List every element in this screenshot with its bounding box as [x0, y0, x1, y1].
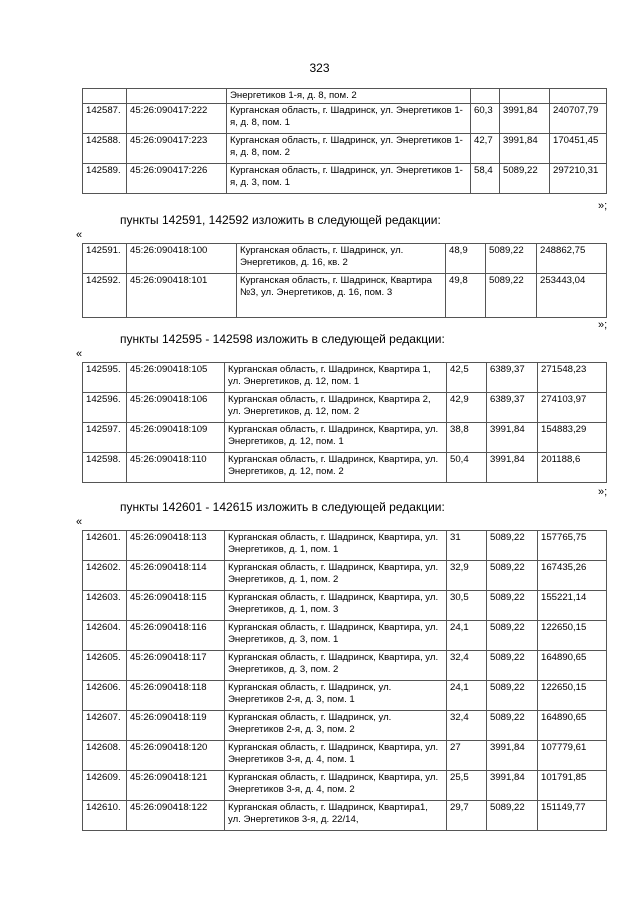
cell-area: [471, 89, 500, 104]
table-row: [83, 681, 607, 711]
table-row: [83, 531, 607, 561]
cell-number: 142609.: [83, 771, 127, 801]
cell-cadastral: 45:26:090418:117: [127, 651, 225, 681]
cell-area: 31: [447, 531, 487, 561]
cell-value: 271548,23: [538, 363, 607, 393]
cell-number: 142597.: [83, 423, 127, 453]
cell-value: 164890,65: [538, 711, 607, 741]
table-row: [83, 164, 607, 194]
cell-area: 32,9: [447, 561, 487, 591]
opening-quote: «: [76, 229, 83, 241]
cell-area: 27: [447, 741, 487, 771]
cell-area: 50,4: [447, 453, 487, 483]
cell-cadastral: [127, 89, 227, 104]
cell-price: 5089,22: [487, 681, 538, 711]
cell-address: Курганская область, г. Шадринск, ул. Энергетиков 2-я, д. 3, пом. 1: [225, 681, 447, 711]
cell-area: 32,4: [447, 651, 487, 681]
cell-address: Энергетиков 1-я, д. 8, пом. 2: [227, 89, 471, 104]
cell-address: Курганская область, г. Шадринск, Квартира 2, ул. Энергетиков, д. 12, пом. 2: [225, 393, 447, 423]
cell-number: 142587.: [83, 104, 127, 134]
section-heading: пункты 142601 - 142615 изложить в следующей редакции:: [120, 500, 445, 514]
cell-price: 5089,22: [486, 244, 537, 274]
section-heading: пункты 142595 - 142598 изложить в следующей редакции:: [120, 332, 445, 346]
cell-price: 6389,37: [487, 393, 538, 423]
cell-address: Курганская область, г. Шадринск, Квартира 1, ул. Энергетиков, д. 12, пом. 1: [225, 363, 447, 393]
cell-area: 49,8: [446, 274, 486, 318]
cell-price: 3991,84: [487, 453, 538, 483]
cell-cadastral: 45:26:090418:116: [127, 621, 225, 651]
closing-quote: »;: [598, 319, 608, 331]
cell-area: 24,1: [447, 621, 487, 651]
cell-address: Курганская область, г. Шадринск, Квартира, ул. Энергетиков, д. 1, пом. 2: [225, 561, 447, 591]
cell-price: 5089,22: [487, 801, 538, 831]
cell-address: Курганская область, г. Шадринск, Квартира, ул. Энергетиков, д. 12, пом. 1: [225, 423, 447, 453]
cell-price: 5089,22: [500, 164, 550, 194]
cell-number: 142604.: [83, 621, 127, 651]
cell-cadastral: 45:26:090418:109: [127, 423, 225, 453]
cell-value: 240707,79: [550, 104, 607, 134]
registry-table: [82, 243, 607, 318]
cell-address: Курганская область, г. Шадринск, ул. Энергетиков 1-я, д. 8, пом. 2: [227, 134, 471, 164]
cell-address: Курганская область, г. Шадринск, Квартира, ул. Энергетиков, д. 12, пом. 2: [225, 453, 447, 483]
cell-number: 142606.: [83, 681, 127, 711]
cell-cadastral: 45:26:090418:120: [127, 741, 225, 771]
cell-number: [83, 89, 127, 104]
cell-address: Курганская область, г. Шадринск, ул. Энергетиков, д. 16, кв. 2: [237, 244, 446, 274]
cell-price: 3991,84: [487, 771, 538, 801]
cell-number: 142607.: [83, 711, 127, 741]
cell-price: 5089,22: [487, 591, 538, 621]
table-row: [83, 104, 607, 134]
registry-table-continuation: [82, 88, 607, 194]
cell-cadastral: 45:26:090417:223: [127, 134, 227, 164]
cell-address: Курганская область, г. Шадринск, ул. Энергетиков 1-я, д. 8, пом. 1: [227, 104, 471, 134]
cell-address: Курганская область, г. Шадринск, Квартира, ул. Энергетиков, д. 3, пом. 2: [225, 651, 447, 681]
cell-value: 101791,85: [538, 771, 607, 801]
cell-value: 107779,61: [538, 741, 607, 771]
table-row: [83, 771, 607, 801]
cell-cadastral: 45:26:090418:101: [127, 274, 237, 318]
cell-address: Курганская область, г. Шадринск, ул. Энергетиков 1-я, д. 3, пом. 1: [227, 164, 471, 194]
cell-cadastral: 45:26:090418:105: [127, 363, 225, 393]
cell-number: 142592.: [83, 274, 127, 318]
cell-value: 151149,77: [538, 801, 607, 831]
cell-price: 6389,37: [487, 363, 538, 393]
cell-cadastral: 45:26:090418:115: [127, 591, 225, 621]
cell-value: 154883,29: [538, 423, 607, 453]
cell-address: Курганская область, г. Шадринск, Квартира, ул. Энергетиков 3-я, д. 4, пом. 1: [225, 741, 447, 771]
cell-value: 155221,14: [538, 591, 607, 621]
cell-area: 25,5: [447, 771, 487, 801]
cell-number: 142595.: [83, 363, 127, 393]
cell-address: Курганская область, г. Шадринск, Квартира1, ул. Энергетиков 3-я, д. 22/14,: [225, 801, 447, 831]
cell-cadastral: 45:26:090418:110: [127, 453, 225, 483]
cell-value: 248862,75: [537, 244, 607, 274]
cell-value: [550, 89, 607, 104]
table-row: [83, 134, 607, 164]
cell-area: 48,9: [446, 244, 486, 274]
table-row: [83, 393, 607, 423]
cell-price: 5089,22: [487, 531, 538, 561]
cell-address: Курганская область, г. Шадринск, Квартира №3, ул. Энергетиков, д. 16, пом. 3: [237, 274, 446, 318]
cell-number: 142588.: [83, 134, 127, 164]
cell-address: Курганская область, г. Шадринск, Квартира, ул. Энергетиков 3-я, д. 4, пом. 2: [225, 771, 447, 801]
table-row: [83, 711, 607, 741]
cell-cadastral: 45:26:090418:118: [127, 681, 225, 711]
registry-table: [82, 530, 607, 831]
opening-quote: «: [76, 348, 83, 360]
cell-number: 142602.: [83, 561, 127, 591]
cell-cadastral: 45:26:090418:121: [127, 771, 225, 801]
table-row: [83, 274, 607, 318]
cell-number: 142610.: [83, 801, 127, 831]
cell-area: 42,9: [447, 393, 487, 423]
cell-value: 167435,26: [538, 561, 607, 591]
cell-address: Курганская область, г. Шадринск, Квартира, ул. Энергетиков, д. 3, пом. 1: [225, 621, 447, 651]
closing-quote: »;: [598, 486, 608, 498]
cell-number: 142601.: [83, 531, 127, 561]
cell-cadastral: 45:26:090418:122: [127, 801, 225, 831]
cell-number: 142589.: [83, 164, 127, 194]
cell-value: 170451,45: [550, 134, 607, 164]
registry-table: [82, 362, 607, 483]
table-row: [83, 651, 607, 681]
cell-area: 24,1: [447, 681, 487, 711]
cell-area: 30,5: [447, 591, 487, 621]
cell-number: 142596.: [83, 393, 127, 423]
cell-address: Курганская область, г. Шадринск, ул. Энергетиков 2-я, д. 3, пом. 2: [225, 711, 447, 741]
page-number: 323: [309, 61, 330, 75]
cell-number: 142608.: [83, 741, 127, 771]
cell-price: [500, 89, 550, 104]
table-row: [83, 453, 607, 483]
cell-value: 122650,15: [538, 681, 607, 711]
closing-quote: »;: [598, 200, 608, 212]
cell-cadastral: 45:26:090417:226: [127, 164, 227, 194]
table-row: [83, 741, 607, 771]
cell-price: 5089,22: [487, 561, 538, 591]
cell-price: 5089,22: [487, 711, 538, 741]
table-row: [83, 244, 607, 274]
table-row: [83, 363, 607, 393]
cell-price: 5089,22: [487, 621, 538, 651]
cell-price: 3991,84: [500, 134, 550, 164]
section-heading: пункты 142591, 142592 изложить в следующей редакции:: [120, 213, 441, 227]
cell-area: 32,4: [447, 711, 487, 741]
cell-area: 58,4: [471, 164, 500, 194]
cell-cadastral: 45:26:090418:113: [127, 531, 225, 561]
cell-area: 60,3: [471, 104, 500, 134]
cell-number: 142605.: [83, 651, 127, 681]
cell-price: 5089,22: [487, 651, 538, 681]
table-row: [83, 621, 607, 651]
cell-price: 3991,84: [487, 423, 538, 453]
table-row: [83, 561, 607, 591]
cell-area: 29,7: [447, 801, 487, 831]
cell-value: 297210,31: [550, 164, 607, 194]
cell-area: 38,8: [447, 423, 487, 453]
cell-address: Курганская область, г. Шадринск, Квартира, ул. Энергетиков, д. 1, пом. 3: [225, 591, 447, 621]
table-row: [83, 423, 607, 453]
cell-value: 122650,15: [538, 621, 607, 651]
opening-quote: «: [76, 516, 83, 528]
cell-value: 164890,65: [538, 651, 607, 681]
cell-address: Курганская область, г. Шадринск, Квартира, ул. Энергетиков, д. 1, пом. 1: [225, 531, 447, 561]
cell-cadastral: 45:26:090418:100: [127, 244, 237, 274]
cell-number: 142603.: [83, 591, 127, 621]
cell-area: 42,5: [447, 363, 487, 393]
table-row: [83, 591, 607, 621]
cell-cadastral: 45:26:090418:114: [127, 561, 225, 591]
cell-value: 157765,75: [538, 531, 607, 561]
table-row: [83, 89, 607, 104]
cell-price: 3991,84: [500, 104, 550, 134]
cell-cadastral: 45:26:090418:106: [127, 393, 225, 423]
cell-price: 5089,22: [486, 274, 537, 318]
cell-area: 42,7: [471, 134, 500, 164]
cell-price: 3991,84: [487, 741, 538, 771]
table-row: [83, 801, 607, 831]
cell-value: 274103,97: [538, 393, 607, 423]
cell-cadastral: 45:26:090417:222: [127, 104, 227, 134]
cell-number: 142591.: [83, 244, 127, 274]
cell-number: 142598.: [83, 453, 127, 483]
cell-cadastral: 45:26:090418:119: [127, 711, 225, 741]
cell-value: 201188,6: [538, 453, 607, 483]
cell-value: 253443,04: [537, 274, 607, 318]
